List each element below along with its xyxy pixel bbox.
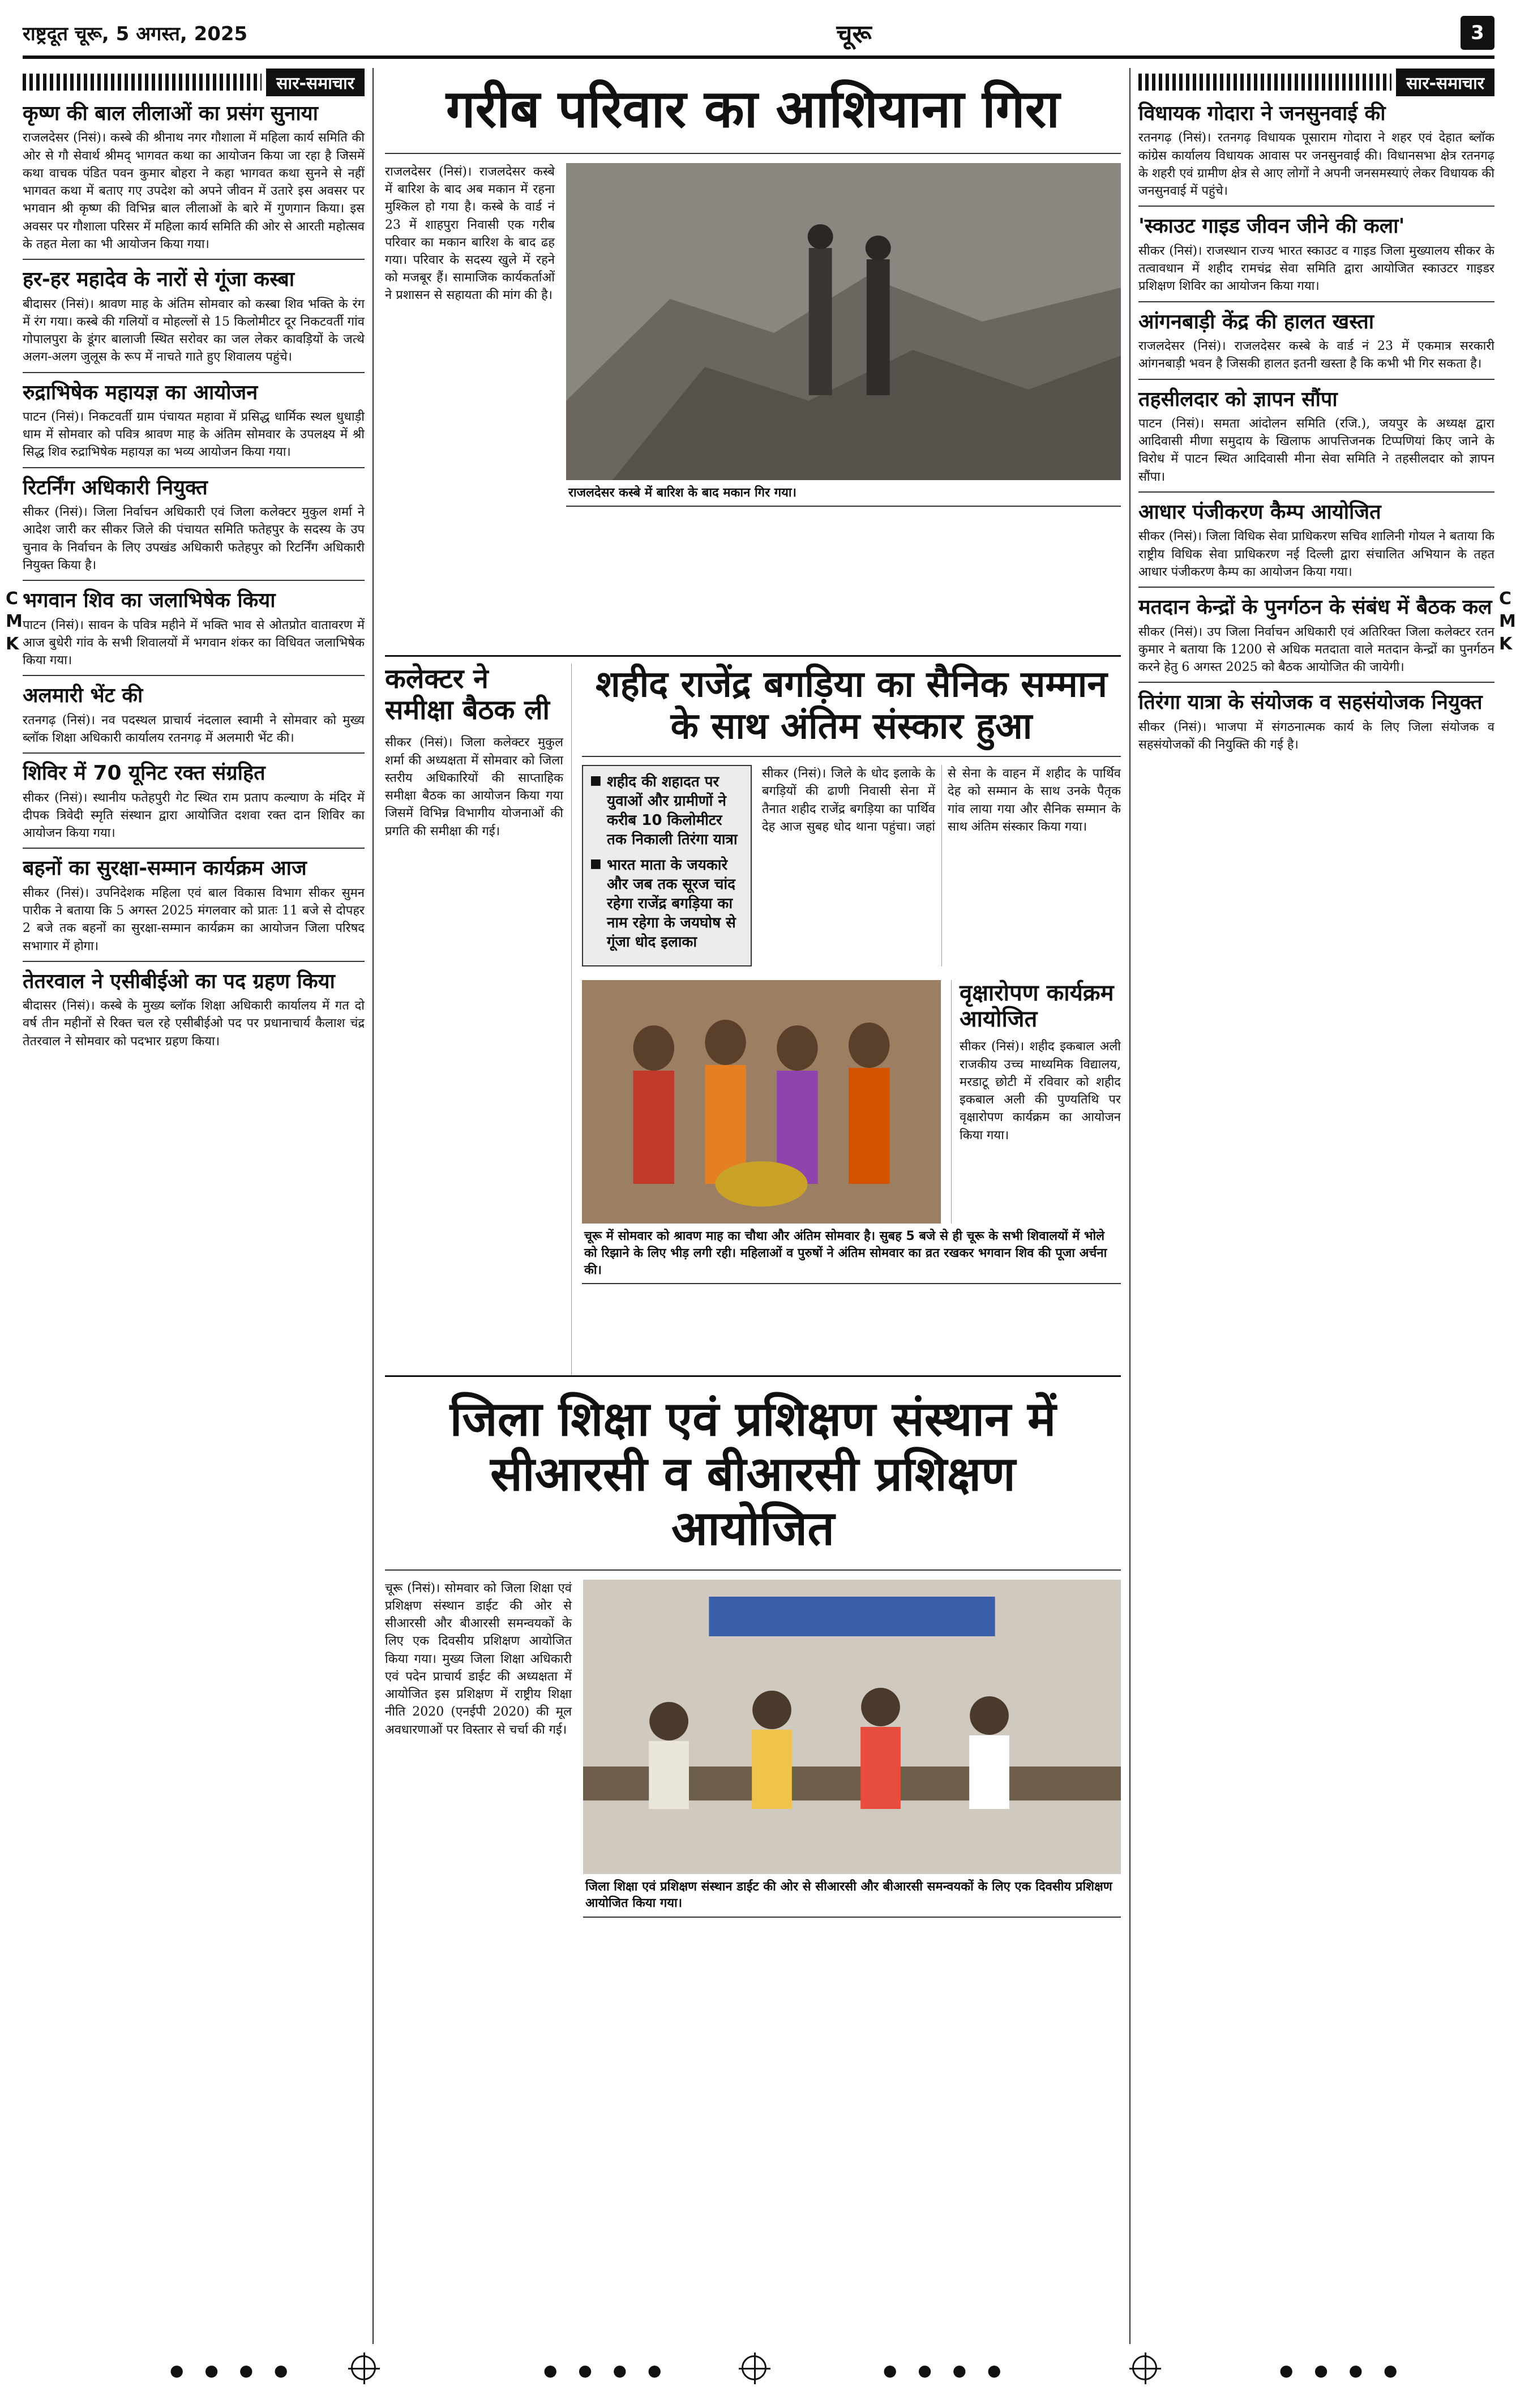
news-item-body: सीकर (निसं)। उपनिदेशक महिला एवं बाल विकास विभाग सीकर सुमन पारीक ने बताया कि 5 अगस्त 2025 मंगलवार को प्रातः 11 बजे से दोपहर 2 बजे तक बहनों का सुरक्षा-सम्मान कार्यक्रम का आयोजन जिला परिषद सभागार में होगा। — [23, 886, 365, 953]
collector-headline: कलेक्टर ने समीक्षा बैठक ली — [385, 663, 550, 726]
news-item-title: 'स्काउट गाइड जीवन जीने की कला' — [1138, 215, 1405, 238]
page-number: 3 — [1461, 16, 1494, 50]
section-tag-left — [23, 68, 365, 96]
lead-headline: गरीब परिवार का आशियाना गिरा — [385, 68, 1121, 154]
news-item-title: कृष्ण की बाल लीलाओं का प्रसंग सुनाया — [23, 102, 318, 125]
news-item-body: सीकर (निसं)। स्थानीय फतेहपुरी गेट स्थित राम प्रताप कल्याण के मंदिर में दीपक त्रिवेदी स्मृति संस्थान द्वारा आयोजित दशवा रक्त दान शिविर का आयोजन किया गया। — [23, 790, 365, 841]
news-item-title: रिटर्निंग अधिकारी नियुक्त — [23, 476, 208, 499]
lead-photo — [566, 163, 1121, 480]
training-headline: जिला शिक्षा एवं प्रशिक्षण संस्थान में सीआरसी व बीआरसी प्रशिक्षण आयोजित — [385, 1386, 1121, 1571]
crosshair-icon — [742, 2355, 766, 2380]
news-item — [1138, 682, 1494, 754]
reg-mark-c-left: C — [6, 589, 19, 609]
tag-bars — [1138, 74, 1391, 91]
news-item-body: पाटन (निसं)। सावन के पवित्र महीने में भक्ति भाव से ओतप्रोत वातावरण में आज बुधेरी गांव के सभी शिवालयों में भगवान शंकर का विधिवत जलाभिषेक किया गया। — [23, 618, 365, 668]
reg-mark-m-right: M — [1499, 611, 1516, 631]
news-item-body: सीकर (निसं)। उप जिला निर्वाचन अधिकारी एवं अतिरिक्त जिला कलेक्टर रतन कुमार ने बताया कि 1200 से अधिक मतदाता वाले मतदान केन्द्रों का पुनर्गठन करने हेतु 6 अगस्त 2025 को बैठक आयोजित की जायेगी। — [1138, 625, 1494, 675]
collapsed-house-illustration — [566, 163, 1121, 480]
center-area — [385, 68, 1121, 2344]
classroom-illustration — [583, 1580, 1121, 1874]
tree-headline: वृक्षारोपण कार्यक्रम आयोजित — [960, 980, 1114, 1033]
section-tag-right — [1138, 68, 1494, 96]
news-item — [1138, 587, 1494, 676]
lead-story — [385, 68, 1121, 657]
news-item — [23, 961, 365, 1050]
crosshair-icon — [351, 2355, 376, 2380]
right-stories — [1138, 102, 1494, 754]
masthead-date: राष्ट्रदूत चूरू, 5 अगस्त, 2025 — [23, 23, 248, 45]
color-dots-right: ● ● ● ● — [1279, 2361, 1406, 2380]
training-photo — [583, 1580, 1121, 1874]
news-item-title: तहसीलदार को ज्ञापन सौंपा — [1138, 387, 1338, 411]
shiv-puja-caption: चूरू में सोमवार को श्रावण माह का चौथा और अंतिम सोमवार है। सुबह 5 बजे से ही चूरू के सभी शिवालयों में भोले को रिझाने के लिए भीड़ लगी रही। महिलाओं व पुरुषों ने अंतिम सोमवार का व्रत रखकर भगवान शिव की पूजा अर्चना की। — [582, 1224, 1121, 1284]
crosshair-icon — [1132, 2355, 1157, 2380]
news-item-title: आंगनबाड़ी केंद्र की हालत खस्ता — [1138, 310, 1374, 333]
news-item — [23, 675, 365, 747]
news-item-body: राजलदेसर (निसं)। कस्बे की श्रीनाथ नगर गौशाला में महिला कार्य समिति की ओर से गौ सेवार्थ श्रीमद् भागवत कथा का आयोजन किया जा रहा है जिसमें कथा वाचक पंडित पवन कुमार बोहरा ने कहा भागवत कथा सुनने से नहीं भागवत कथा में बताए गए उपदेश को अपने जीवन में उतारे इस अवसर पर भगवान श्री कृष्ण की विभिन्न बाल लीलाओं के बारे में गुणगान किया। इस अवसर पर गौशाला परिसर में महिला कार्य समिति की ओर से आरती महोत्सव के तहत मेला का भी आयोजन किया गया। — [23, 131, 365, 251]
news-item — [23, 102, 365, 253]
reg-mark-m-left: M — [6, 611, 23, 631]
news-item — [23, 580, 365, 669]
training-story — [385, 1386, 1121, 1918]
section-tag-label: सार-समाचार — [266, 69, 365, 96]
tag-bars — [23, 74, 262, 91]
training-body: चूरू (निसं)। सोमवार को जिला शिक्षा एवं प्रशिक्षण संस्थान डाईट की ओर से सीआरसी और बीआरसी समन्वयकों के लिए एक दिवसीय प्रशिक्षण आयोजित किया गया। मुख्य जिला शिक्षा अधिकारी एवं पदेन प्राचार्य डाईट की अध्यक्षता में आयोजित इस प्रशिक्षण में राष्ट्रीय शिक्षा नीति 2020 (एनईपी 2020) की मूल अवधारणाओं पर विस्तार से चर्चा की गई। — [385, 1581, 572, 1737]
news-item-body: राजलदेसर (निसं)। राजलदेसर कस्बे के वार्ड नं 23 में एकमात्र सरकारी आंगनबाड़ी भवन है जिसकी हालत इतनी खस्ता है कि कभी भी गिर सकता है। — [1138, 339, 1494, 371]
news-item — [23, 259, 365, 366]
color-dots-left: ● ● ● ● — [170, 2361, 296, 2380]
news-item — [1138, 379, 1494, 486]
news-item-title: शिविर में 70 यूनिट रक्त संग्रहित — [23, 762, 265, 785]
training-caption: जिला शिक्षा एवं प्रशिक्षण संस्थान डाईट की ओर से सीआरसी और बीआरसी समन्वयकों के लिए एक दिवसीय प्रशिक्षण आयोजित किया गया। — [583, 1874, 1121, 1918]
martyr-highlights — [582, 765, 752, 966]
news-item-title: आधार पंजीकरण कैम्प आयोजित — [1138, 500, 1381, 524]
reg-mark-c-right: C — [1499, 589, 1512, 609]
reg-mark-k-right: K — [1499, 634, 1513, 654]
news-item-body: रतनगढ़ (निसं)। नव पदस्थल प्राचार्य नंदलाल स्वामी ने सोमवार को मुख्य ब्लॉक शिक्षा अधिकारी कार्यालय रतनगढ़ में अलमारी भेंट की। — [23, 713, 365, 745]
news-item-body: रतनगढ़ (निसं)। रतनगढ़ विधायक पूसाराम गोदारा ने शहर एवं देहात ब्लॉक कांग्रेस कार्यालय विधायक आवास पर जनसुनवाई की। विधानसभा क्षेत्र रतनगढ़ के शहरी एवं ग्रामीण क्षेत्र से आए लोगों ने अपनी जनसमस्याएं लेकर विधायक की जनसुनवाई में पहुंचे। — [1138, 131, 1494, 199]
women-worship-illustration — [582, 980, 941, 1224]
masthead-city: चूरू — [836, 20, 872, 49]
news-item-body: बीदासर (निसं)। कस्बे के मुख्य ब्लॉक शिक्षा अधिकारी कार्यालय में गत दो वर्ष तीन महीनों से रिक्त चल रहे एसीबीईओ पद पर प्रधानाचार्य कैलाश चंद्र तेतरवाल ने सोमवार को पदभार ग्रहण किया। — [23, 999, 365, 1049]
color-dots-center-left: ● ● ● ● — [543, 2361, 670, 2380]
tree-body: सीकर (निसं)। शहीद इकबाल अली राजकीय उच्च माध्यमिक विद्यालय, मरडाटू छोटी में रविवार को शहीद इकबाल अली की पुण्यतिथि पर वृक्षारोपण कार्यक्रम का आयोजन किया गया। — [960, 1040, 1121, 1143]
collector-body: सीकर (निसं)। जिला कलेक्टर मुकुल शर्मा की अध्यक्षता में सोमवार को जिला स्तरीय अधिकारियों की साप्ताहिक समीक्षा बैठक का आयोजन किया गया जिसमें विभिन्न विभागीय योजनाओं की प्रगति की समीक्षा की गई। — [385, 735, 563, 839]
news-item-title: विधायक गोदारा ने जनसुनवाई की — [1138, 102, 1386, 125]
news-item-title: मतदान केन्द्रों के पुनर्गठन के संबंध में बैठक कल — [1138, 596, 1492, 619]
highlight-point-2: ■ भारत माता के जयकारे और जब तक सूरज चांद रहेगा राजेंद्र बगड़िया का नाम रहेगा के जयघोष से गूंजा धोद इलाका — [590, 856, 744, 952]
news-item-title: अलमारी भेंट की — [23, 684, 143, 708]
right-column — [1129, 68, 1494, 2344]
news-item-title: रुद्राभिषेक महायज्ञ का आयोजन — [23, 380, 258, 404]
masthead — [23, 10, 1494, 59]
news-item — [1138, 301, 1494, 373]
news-item-body: पाटन (निसं)। समता आंदोलन समिति (रजि.), जयपुर के अध्यक्ष द्वारा आदिवासी मीणा समुदाय के खिलाफ आपत्तिजनक टिप्पणियां किए जाने के विरोध में पाटन स्थित आदिवासी मीना सेवा समिति ने तहसीलदार को ज्ञापन सौंपा। — [1138, 416, 1494, 484]
news-item-body: सीकर (निसं)। जिला निर्वाचन अधिकारी एवं जिला कलेक्टर मुकुल शर्मा ने आदेश जारी कर सीकर जिले की पंचायत समिति फतेहपुर के सदस्य के उप चुनाव के निर्वाचन के लिए उपखंड अधिकारी फतेहपुर को रिटर्निंग अधिकारी नियुक्त किया है। — [23, 505, 365, 572]
lead-body: राजलदेसर (निसं)। राजलदेसर कस्बे में बारिश के बाद अब मकान में रहना मुश्किल हो गया है। कस्बे के वार्ड नं 23 में शाहपुरा निवासी एक गरीब परिवार का मकान बारिश के बाद ढह गया। परिवार के सदस्य खुले में रहने को मजबूर हैं। सामाजिक कार्यकर्ताओं ने प्रशासन से सहायता की मांग की है। — [385, 164, 555, 303]
left-column — [23, 68, 374, 2344]
news-item-body: पाटन (निसं)। निकटवर्ती ग्राम पंचायत महावा में प्रसिद्ध धार्मिक स्थल धुधाड़ी धाम में सोमवार को पवित्र श्रावण माह के अंतिम सोमवार के उपलक्ष्य में श्री सिद्ध शिव रुद्राभिषेक महायज्ञ का भव्य आयोजन किया गया। — [23, 409, 365, 460]
reg-mark-k-left: K — [6, 634, 19, 654]
news-item-title: तेतरवाल ने एसीबीईओ का पद ग्रहण किया — [23, 969, 335, 993]
color-dots-center-right: ● ● ● ● — [883, 2361, 1009, 2380]
lead-caption: राजलदेसर कस्बे में बारिश के बाद मकान गिर गया। — [566, 480, 1121, 507]
news-item — [1138, 206, 1494, 295]
news-item-body: सीकर (निसं)। राजस्थान राज्य भारत स्काउट व गाइड जिला मुख्यालय सीकर के तत्वावधान में शहीद रामचंद्र सेवा समिति द्वारा आयोजित स्काउटर गाइडर प्रशिक्षण शिविर का आयोजन किया गया। — [1138, 243, 1494, 294]
news-item — [23, 752, 365, 842]
news-item — [1138, 102, 1494, 200]
news-item-body: बीदासर (निसं)। श्रावण माह के अंतिम सोमवार को कस्बा शिव भक्ति के रंग में रंग गया। कस्बे की गलियों व मोहल्लों से 15 किलोमीटर दूर निकटवर्ती गांव गोपालपुरा के डूंगर बालाजी स्थित सरोवर का जल लेकर कावड़ियों के जत्थे अलग-अलग जुलूस के रूप में नाचते गाते हुए शिवालय पहुंचे। — [23, 297, 365, 365]
martyr-headline: शहीद राजेंद्र बगड़िया का सैनिक सम्मान के साथ अंतिम संस्कार हुआ — [582, 664, 1121, 757]
news-item-body: सीकर (निसं)। जिला विधिक सेवा प्राधिकरण सचिव शालिनी गोयल ने बताया कि राष्ट्रीय विधिक सेवा प्राधिकरण नई दिल्ली द्वारा संचालित अभियान के तहत आधार पंजीकरण कैम्प का आयोजन किया गया। — [1138, 529, 1494, 579]
highlight-point-1: ■ शहीद की शहादत पर युवाओं और ग्रामीणों ने करीब 10 किलोमीटर तक निकाली तिरंगा यात्रा — [590, 773, 744, 849]
news-item-title: बहनों का सुरक्षा-सम्मान कार्यक्रम आज — [23, 857, 307, 880]
news-item-title: तिरंगा यात्रा के संयोजक व सहसंयोजक नियुक्त — [1138, 691, 1483, 715]
news-item-body: सीकर (निसं)। भाजपा में संगठनात्मक कार्य के लिए जिला संयोजक व सहसंयोजकों की नियुक्ति की गई है। — [1138, 720, 1494, 752]
news-item — [23, 372, 365, 461]
left-stories — [23, 102, 365, 1050]
martyr-body: सीकर (निसं)। जिले के धोद इलाके के बगड़ियों की ढाणी निवासी सेना में तैनात शहीद राजेंद्र बगड़िया का पार्थिव देह आज सुबह धोद थाना पहुंचा। जहां से सेना के वाहन में शहीद के पार्थिव देह को सम्मान के साथ उनके पैतृक गांव लाया गया और सैनिक सम्मान के साथ अंतिम संस्कार किया गया। — [762, 767, 1121, 834]
section-tag-label: सार-समाचार — [1396, 69, 1494, 96]
news-item — [1138, 491, 1494, 581]
news-item-title: भगवान शिव का जलाभिषेक किया — [23, 589, 276, 613]
news-item-title: हर-हर महादेव के नारों से गूंजा कस्बा — [23, 268, 295, 292]
second-block — [385, 664, 1121, 1377]
news-item — [23, 467, 365, 574]
news-item — [23, 848, 365, 955]
shiv-puja-photo — [582, 980, 941, 1224]
